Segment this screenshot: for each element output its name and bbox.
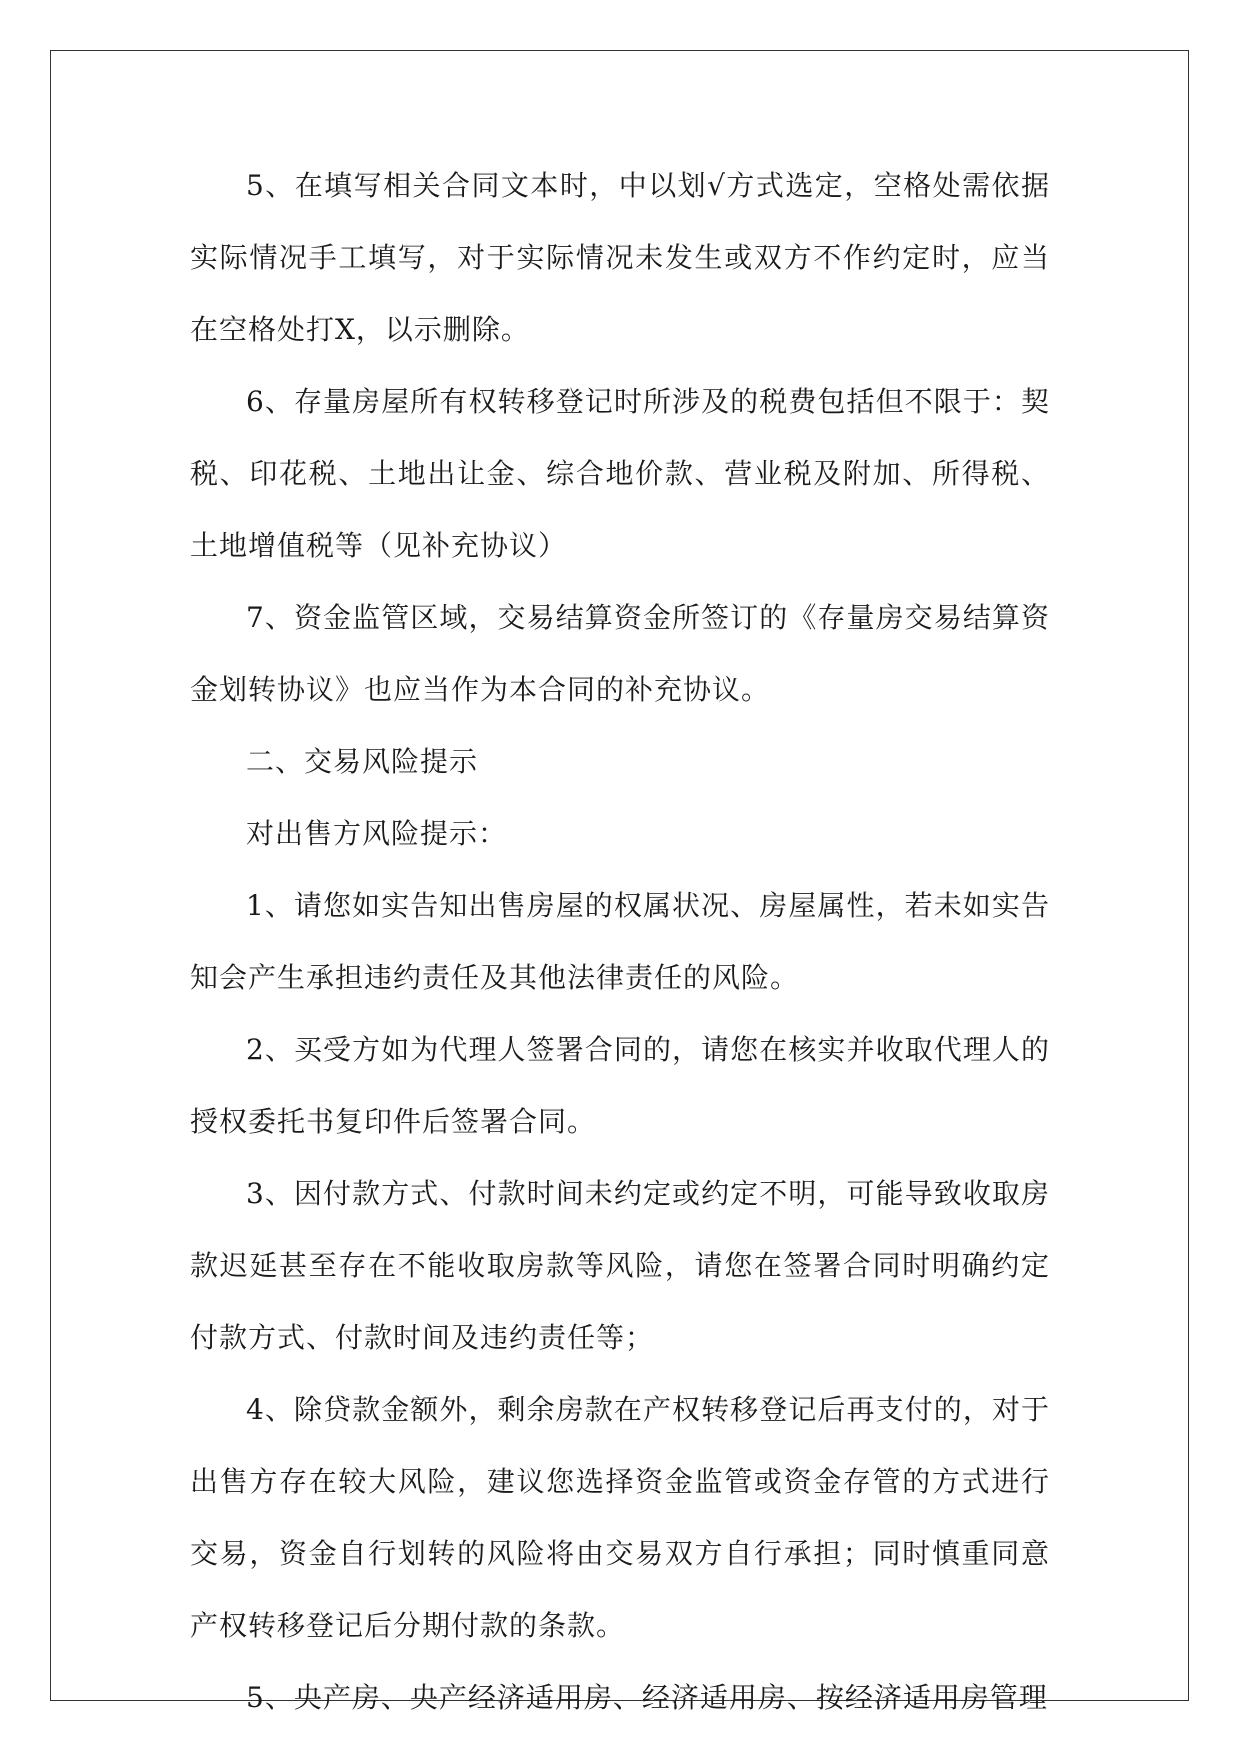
paragraph-risk-5: 5、央产房、央产经济适用房、经济适用房、按经济适用房管理: [246, 1681, 1048, 1714]
section-heading-transaction-risk: 二、交易风险提示: [246, 745, 479, 778]
paragraph-risk-2: 2、买受方如为代理人签署合同的，请您在核实并收取代理人的授权委托书复印件后签署合同。: [190, 1033, 1050, 1138]
paragraph-item-7-fund-supervision: 7、资金监管区域，交易结算资金所签订的《存量房交易结算资金划转协议》也应当作为本合同的补充协议。: [190, 601, 1050, 706]
document-body: [190, 150, 1050, 1734]
paragraph-item-6-tax-fees: 6、存量房屋所有权转移登记时所涉及的税费包括但不限于：契税、印花税、土地出让金、综合地价款、营业税及附加、所得税、土地增值税等（见补充协议）: [190, 385, 1050, 562]
paragraph-item-5-text-fill: 5、在填写相关合同文本时，中以划√方式选定，空格处需依据实际情况手工填写，对于实际情况未发生或双方不作约定时，应当在空格处打X，以示删除。: [190, 169, 1050, 346]
paragraph-risk-4: 4、除贷款金额外，剩余房款在产权转移登记后再支付的，对于出售方存在较大风险，建议您选择资金监管或资金存管的方式进行交易，资金自行划转的风险将由交易双方自行承担；同时慎重同意产权转移登记后分期付款的条款。: [190, 1393, 1050, 1642]
paragraph-risk-3: 3、因付款方式、付款时间未约定或约定不明，可能导致收取房款迟延甚至存在不能收取房款等风险，请您在签署合同时明确约定付款方式、付款时间及违约责任等；: [190, 1177, 1050, 1354]
paragraph-risk-1: 1、请您如实告知出售房屋的权属状况、房屋属性，若未如实告知会产生承担违约责任及其他法律责任的风险。: [190, 889, 1050, 994]
subheading-seller-risk: 对出售方风险提示：: [246, 817, 508, 850]
